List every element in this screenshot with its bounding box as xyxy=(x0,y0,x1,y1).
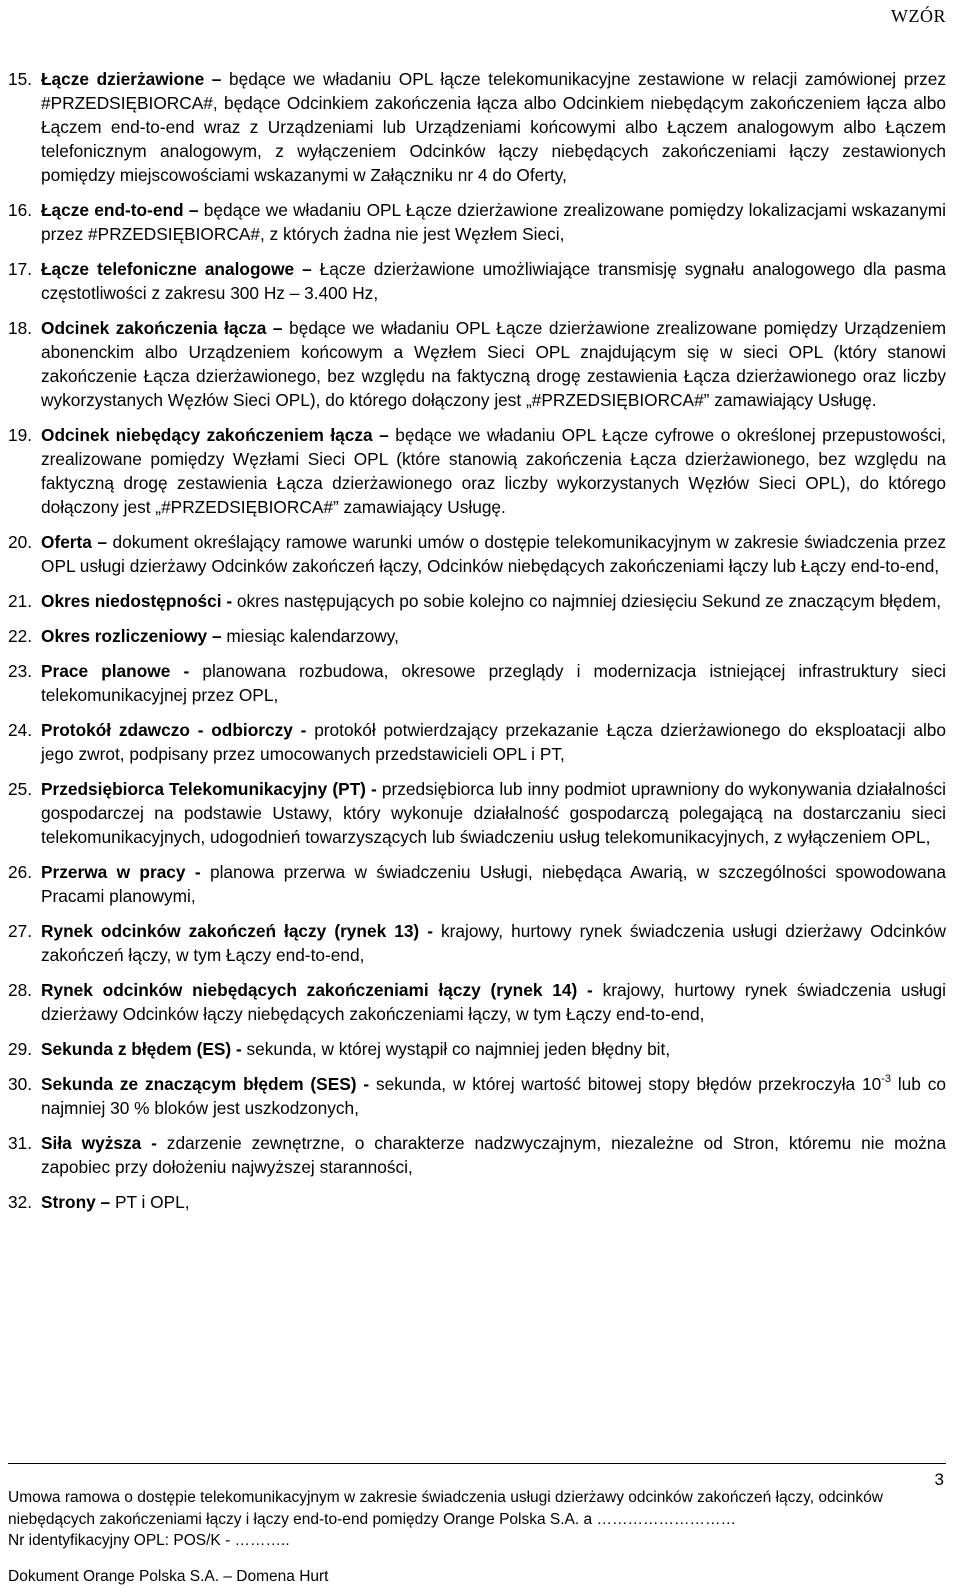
definition-item xyxy=(8,198,946,246)
definition-text: będące we władaniu OPL łącze telekomunikacyjne zestawione w relacji zamówionej przez #PRZEDSIĘBIORCA#, będące Odcinkiem zakończenia łącza albo Odcinkiem niebędącym zakończeniem łącza albo Łączem end-to-end wraz z Urządzeniami lub Urządzeniami końcowymi albo Łączem analogowym albo Łączem telefonicznym analogowym, z wyłączeniem Odcinków łączy niebędących zakończeniami łączy zestawionych pomiędzy miejscowościami wskazanymi w Załączniku nr 4 do Oferty, xyxy=(41,69,946,185)
definition-term: Przerwa w pracy xyxy=(41,862,186,882)
definition-number: 18. xyxy=(8,318,33,338)
definition-dash: - xyxy=(185,862,210,882)
definition-dash: - xyxy=(141,1133,167,1153)
definition-body xyxy=(41,1131,946,1179)
definition-number: 26. xyxy=(8,862,33,882)
definition-item xyxy=(8,589,946,613)
definition-item xyxy=(8,777,946,849)
definition-item xyxy=(8,423,946,519)
definition-item xyxy=(8,860,946,908)
definition-body xyxy=(41,718,946,766)
definition-item xyxy=(8,919,946,967)
definition-dash: – xyxy=(183,200,204,220)
definition-dash: - xyxy=(231,1039,247,1059)
definition-number: 27. xyxy=(8,921,33,941)
definition-number: 32. xyxy=(8,1192,33,1212)
definition-body xyxy=(41,624,946,648)
definition-body xyxy=(41,1190,946,1214)
definition-text: krajowy, hurtowy rynek świadczenia usługi dzierżawy Odcinków zakończeń łączy, w tym Łączy end-to-end, xyxy=(41,921,946,965)
definition-term: Protokół zdawczo - odbiorczy xyxy=(41,720,293,740)
footer-identifier: Nr identyfikacyjny OPL: POS/K - ……….. xyxy=(8,1532,290,1549)
definition-dash: – xyxy=(266,318,290,338)
definition-dash: - xyxy=(170,661,203,681)
definition-term: Odcinek niebędący zakończeniem łącza xyxy=(41,425,373,445)
definition-term: Łącze telefoniczne analogowe xyxy=(41,259,295,279)
definition-body xyxy=(41,659,946,707)
footer-contract-title: Umowa ramowa o dostępie telekomunikacyjnym w zakresie świadczenia usługi dzierżawy odcinków zakończeń łączy, odcinków niebędących zakończeniami łączy i łączy end-to-end pomiędzy Orange Polska S.A. a ……………………… xyxy=(8,1489,883,1528)
definition-text: przedsiębiorca lub inny podmiot uprawniony do wykonywania działalności gospodarczej na podstawie Ustawy, który wykonuje działalność gospodarczą polegającą na dostarczaniu sieci telekomunikacyjnych, udogodnień towarzyszących lub świadczeniu usług telekomunikacyjnych, z wyłączeniem OPL, xyxy=(41,779,947,847)
definition-dash: – xyxy=(294,259,320,279)
definition-number: 21. xyxy=(8,591,33,611)
definition-body xyxy=(41,530,946,578)
definition-text: dokument określający ramowe warunki umów o dostępie telekomunikacyjnym w zakresie świadczenia przez OPL usługi dzierżawy Odcinków zakończeń łączy, Odcinków niebędących zakończeniami łączy lub Łączy end-to-end, xyxy=(41,532,946,576)
definition-text: będące we władaniu OPL Łącze dzierżawione zrealizowane pomiędzy lokalizacjami wskazanymi przez #PRZEDSIĘBIORCA#, z których żadna nie jest Węzłem Sieci, xyxy=(41,200,947,244)
definition-text: planowana rozbudowa, okresowe przeglądy i modernizacja istniejącej infrastruktury sieci telekomunikacyjnej przez OPL, xyxy=(41,661,947,705)
definition-text: zdarzenie zewnętrzne, o charakterze nadzwyczajnym, niezależne od Stron, któremu nie można zapobiec przy dołożeniu najwyższej staranności, xyxy=(41,1133,946,1177)
definition-term: Oferta xyxy=(41,532,92,552)
definition-dash: – xyxy=(91,532,113,552)
definition-body xyxy=(41,589,946,613)
definition-dash: – xyxy=(372,425,396,445)
definition-item xyxy=(8,718,946,766)
definition-dash: – xyxy=(207,626,227,646)
definition-number: 15. xyxy=(8,69,33,89)
definition-number: 25. xyxy=(8,779,33,799)
definition-text: protokół potwierdzający przekazanie Łącza dzierżawionego do eksploatacji albo jego zwrot, podpisany przez umocowanych przedstawicieli OPL i PT, xyxy=(41,720,947,764)
definition-item xyxy=(8,530,946,578)
definition-term: Przedsiębiorca Telekomunikacyjny (PT) xyxy=(41,779,366,799)
definition-text: sekunda, w której wartość bitowej stopy błędów przekroczyła 10 xyxy=(375,1074,882,1094)
definition-body xyxy=(41,978,946,1026)
definition-item xyxy=(8,1190,946,1214)
definition-item xyxy=(8,257,946,305)
document-template-tag: WZÓR xyxy=(891,6,946,26)
definition-body xyxy=(41,257,946,305)
footer-company: Dokument Orange Polska S.A. – Domena Hurt xyxy=(8,1568,329,1585)
definition-item xyxy=(8,978,946,1026)
definition-number: 24. xyxy=(8,720,33,740)
definition-body xyxy=(41,777,946,849)
definition-body xyxy=(41,316,946,412)
definition-number: 22. xyxy=(8,626,33,646)
footer-text xyxy=(8,1487,946,1552)
definition-term: Strony xyxy=(41,1192,96,1212)
definition-text: miesiąc kalendarzowy, xyxy=(226,626,399,646)
definition-item xyxy=(8,1037,946,1061)
definition-item xyxy=(8,624,946,648)
definition-term: Rynek odcinków zakończeń łączy (rynek 13) xyxy=(41,921,420,941)
definition-term: Prace planowe xyxy=(41,661,171,681)
definition-dash: – xyxy=(95,1192,115,1212)
definition-number: 30. xyxy=(8,1074,33,1094)
definition-text: krajowy, hurtowy rynek świadczenia usługi dzierżawy Odcinków łączy niebędących zakończeniami łączy, w tym Łączy end-to-end, xyxy=(41,980,947,1024)
definitions-list xyxy=(8,67,946,1225)
definition-number: 28. xyxy=(8,980,33,1000)
definition-dash: - xyxy=(419,921,441,941)
definition-body xyxy=(41,67,946,187)
definition-number: 19. xyxy=(8,425,33,445)
definition-number: 29. xyxy=(8,1039,33,1059)
page-number: 3 xyxy=(934,1470,944,1489)
definition-item xyxy=(8,1072,946,1120)
definition-text: PT i OPL, xyxy=(114,1192,190,1212)
definition-text: sekunda, w której wystąpił co najmniej jeden błędny bit, xyxy=(246,1039,671,1059)
definition-term: Łącze end-to-end xyxy=(41,200,184,220)
definition-number: 16. xyxy=(8,200,33,220)
definition-term: Odcinek zakończenia łącza xyxy=(41,318,267,338)
definition-term: Rynek odcinków niebędących zakończeniami łączy (rynek 14) xyxy=(41,980,578,1000)
definition-text-continued: lub co najmniej 30 % bloków jest uszkodzonych, xyxy=(41,1074,947,1118)
definition-item xyxy=(8,316,946,412)
definition-number: 31. xyxy=(8,1133,33,1153)
definition-text: będące we władaniu OPL Łącze cyfrowe o określonej przepustowości, zrealizowane pomiędzy Węzłami Sieci OPL (które stanowią zakończenia Łącza dzierżawionego, bez względu na faktyczną drogę zestawienia Łącza dzierżawionego oraz liczby wykorzystanych Węzłów Sieci OPL), do którego dołączony jest „#PRZEDSIĘBIORCA#” zamawiający Usługę. xyxy=(41,425,946,517)
definition-term: Sekunda ze znaczącym błędem (SES) xyxy=(41,1074,357,1094)
definition-body xyxy=(41,919,946,967)
definition-text: będące we władaniu OPL Łącze dzierżawione zrealizowane pomiędzy Urządzeniem abonenckim albo Urządzeniem końcowym a Węzłem Sieci OPL znajdującym się w sieci OPL (który stanowi zakończenie Łącza dzierżawionego, bez względu na faktyczną drogę zestawienia Łącza dzierżawionego oraz liczby wykorzystanych Węzłów Sieci OPL), do którego dołączony jest „#PRZEDSIĘBIORCA#” zamawiający Usługę. xyxy=(41,318,947,410)
definition-dash: - xyxy=(365,779,382,799)
definition-dash: – xyxy=(204,69,229,89)
definition-term: Sekunda z błędem (ES) xyxy=(41,1039,232,1059)
footer-divider xyxy=(8,1463,946,1464)
definition-number: 17. xyxy=(8,259,33,279)
definition-term: Łącze dzierżawione xyxy=(41,69,205,89)
definition-dash: - xyxy=(356,1074,376,1094)
definition-body xyxy=(41,1037,946,1061)
definition-item xyxy=(8,67,946,187)
definition-item xyxy=(8,659,946,707)
definition-text: okres następujących po sobie kolejno co najmniej dziesięciu Sekund ze znaczącym błędem, xyxy=(236,591,942,611)
definition-term: Siła wyższa xyxy=(41,1133,142,1153)
definition-number: 23. xyxy=(8,661,33,681)
definition-body xyxy=(41,1072,946,1120)
definition-body xyxy=(41,198,946,246)
definition-dash: - xyxy=(577,980,603,1000)
definition-dash: - xyxy=(221,591,237,611)
definition-text: planowa przerwa w świadczeniu Usługi, niebędąca Awarią, w szczególności spowodowana Pracami planowymi, xyxy=(41,862,946,906)
definition-term: Okres niedostępności xyxy=(41,591,222,611)
definition-dash: - xyxy=(292,720,315,740)
definition-body xyxy=(41,423,946,519)
definition-exponent: -3 xyxy=(881,1073,891,1086)
definition-item xyxy=(8,1131,946,1179)
definition-term: Okres rozliczeniowy xyxy=(41,626,208,646)
definition-text: Łącze dzierżawione umożliwiające transmisję sygnału analogowego dla pasma częstotliwości z zakresu 300 Hz – 3.400 Hz, xyxy=(41,259,946,303)
definition-body xyxy=(41,860,946,908)
definition-number: 20. xyxy=(8,532,33,552)
